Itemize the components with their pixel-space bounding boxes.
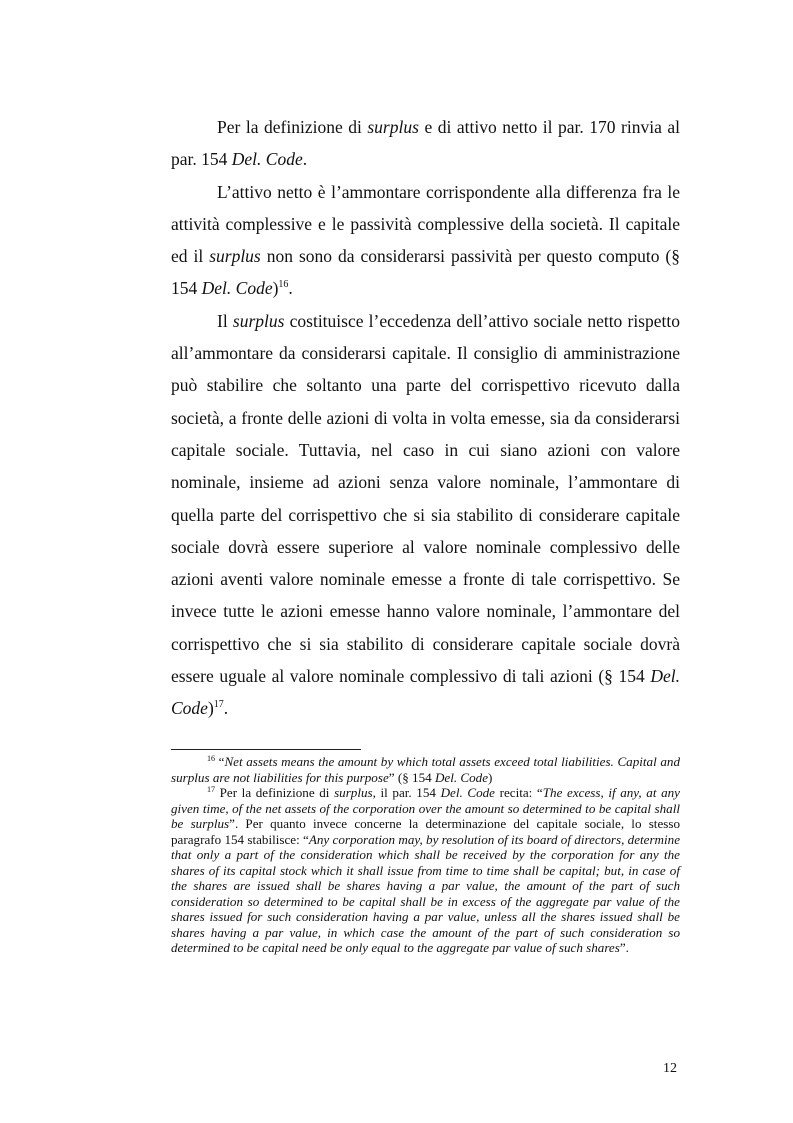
italic-term: Del. Code [440,785,495,800]
text-run: ” (§ 154 [388,769,435,785]
italic-term: Del. Code [231,149,303,170]
footnote-ref-16[interactable]: 16 [278,279,289,291]
text-run: “ [215,754,225,769]
italic-term: surplus [367,117,419,137]
footnote-divider [171,749,361,750]
quoted-text: Net assets means the amount by which total assets exceed total liabilities. Capital and surplus are not liabilities for this purpose [171,754,680,785]
text-run: Per la definizione di [217,117,368,137]
text-run: ) [207,698,214,719]
text-run: . [288,278,293,299]
text-run: Il [217,310,233,331]
text-run: costituisce l’eccedenza dell’attivo sociale netto rispetto all’ammontare da considerarsi capitale. Il consiglio di amministrazione può stabilire che soltanto una parte del corrispettivo ricevuto dalla società, a fronte delle azioni di volta in volta emesse, sia da considerarsi capitale sociale. Tuttavia, nel caso in cui siano azioni con valore nominale, insieme ad azioni senza valore nominale, l’ammontare di quella parte del corrispettivo che si sia stabilito di considerare capitale sociale dovrà essere superiore al valore nominale complessivo delle azioni aventi valore nominale emesse a fronte di tale corrispettivo. Se invece tutte le azioni emesse hanno valore nominale, l’ammontare del corrispettivo che si sia stabilito di considerare capitale sociale dovrà essere uguale al valore nominale complessivo di tali azioni (§ 154 [171,310,680,687]
text-run: L’attivo netto è l’ammontare corrispondente alla differenza fra le attività complessive e le passività complessive della società. Il capitale ed il [171,181,680,267]
footnote-number: 16 [207,754,215,763]
text-run: e di attivo netto il par. 170 rinvia al par. 154 [171,117,680,170]
paragraph-1 [171,111,680,176]
paragraph-3 [171,305,680,725]
text-run: . [302,149,308,170]
text-run: ) [272,278,279,299]
text-run: ”. Per quanto invece concerne la determinazione del capitale sociale, lo stesso paragrafo 154 stabilisce: “ [171,816,680,847]
text-run: , il par. 154 [372,785,441,800]
footnote-number: 17 [207,785,215,794]
footnote-ref-17[interactable]: 17 [213,699,224,711]
quoted-text: The excess, if any, at any given time, of the net assets of the corporation over the amount so determined to be capital shall be surplus [171,785,680,831]
italic-term: surplus [209,246,261,267]
text-run: ) [488,769,493,785]
italic-term: Del. Code [434,769,489,785]
text-run: recita: “ [495,785,543,800]
text-run: Per la definizione di [215,785,335,800]
paragraph-2 [171,176,680,305]
text-run: ”. [619,940,629,955]
quoted-text: Any corporation may, by resolution of its board of directors, determine that only a part of the consideration which shall be received by the corporation for any the shares of its capital stock which it shall issue from time to time shall be capital; but, in case of the shares are issued shall be shares having a par value, the amount of the part of such consideration so determined to be capital shall be in excess of the aggregate par value of the shares issued for such consideration having a par value, unless all the shares issued shall be shares having a par value, in which case the amount of the part of such consideration so determined to be capital need be only equal to the aggregate par value of such shares [171,831,681,955]
text-run: non sono da considerarsi passività per questo computo (§ 154 [171,246,680,299]
italic-term: Del. Code [201,278,273,299]
footnote-17 [171,785,680,956]
footnote-16 [171,754,680,785]
footnotes [171,754,680,956]
italic-term: Del. Code [171,666,680,719]
italic-term: surplus [334,785,373,800]
page-number: 12 [663,1061,677,1076]
text-run: . [223,698,229,719]
italic-term: surplus [232,310,285,331]
body-text [171,111,680,725]
